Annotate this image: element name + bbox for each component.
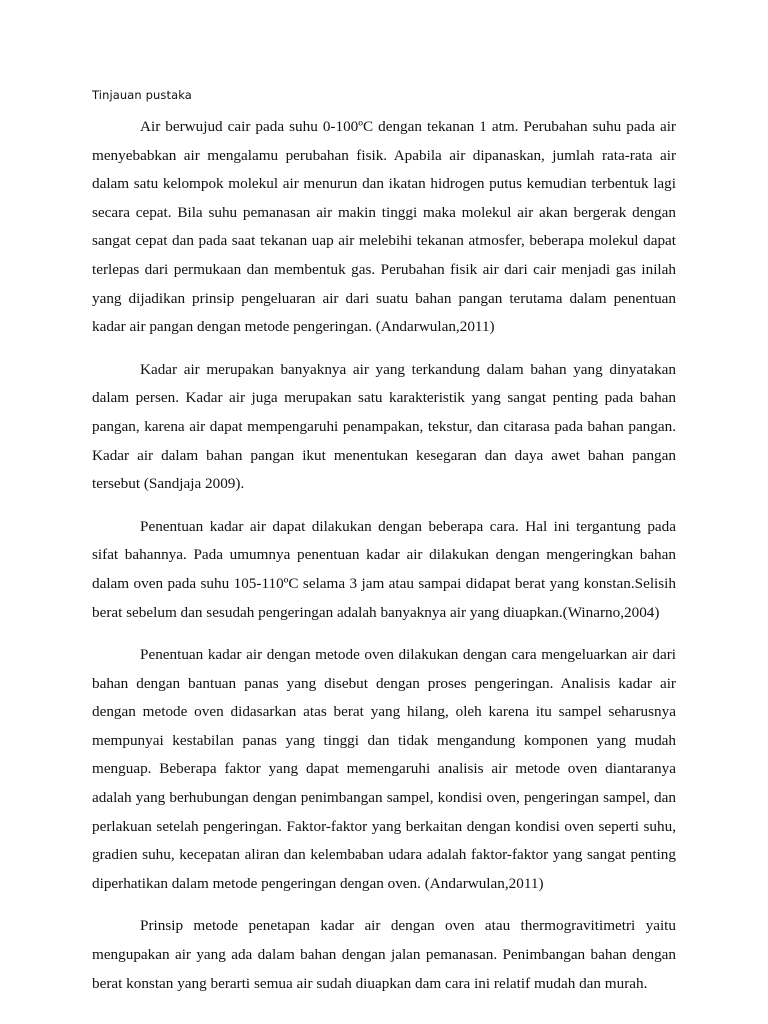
paragraph: Air berwujud cair pada suhu 0-100ºC dengan tekanan 1 atm. Perubahan suhu pada air menyebabkan air mengalamu perubahan fisik. Apabila air dipanaskan, jumlah rata-rata air dalam satu kelompok molekul air menurun dan ikatan hidrogen putus kemudian terbentuk lagi secara cepat. Bila suhu pemanasan air makin tinggi maka molekul air akan bergerak dengan sangat cepat dan pada saat tekanan uap air melebihi tekanan atmosfer, beberapa molekul dapat terlepas dari permukaan dan membentuk gas. Perubahan fisik air dari cair menjadi gas inilah yang dijadikan prinsip pengeluaran air dari suatu bahan pangan terutama dalam penentuan kadar air pangan dengan metode pengeringan. (Andarwulan,2011) <box>92 118 676 336</box>
paragraph: Prinsip metode penetapan kadar air dengan oven atau thermogravitimetri yaitu mengupakan air yang ada dalam bahan dengan jalan pemanasan. Penimbangan bahan dengan berat konstan yang berarti semua air sudah diuapkan dam cara ini relatif mudah dan murah. <box>92 917 676 992</box>
paragraph: Kadar air merupakan banyaknya air yang terkandung dalam bahan yang dinyatakan dalam persen. Kadar air juga merupakan satu karakteristik yang sangat penting pada bahan pangan, karena air dapat mempengaruhi penampakan, tekstur, dan citarasa pada bahan pangan. Kadar air dalam bahan pangan ikut menentukan kesegaran dan daya awet bahan pangan tersebut (Sandjaja 2009). <box>92 360 676 493</box>
paragraph: Penentuan kadar air dengan metode oven dilakukan dengan cara mengeluarkan air dari bahan dengan bantuan panas yang disebut dengan proses pengeringan. Analisis kadar air dengan metode oven didasarkan atas berat yang hilang, oleh karena itu sampel seharusnya mempunyai kestabilan panas yang tinggi dan tidak mengandung komponen yang mudah menguap. Beberapa faktor yang dapat memengaruhi analisis air metode oven diantaranya adalah yang berhubungan dengan penimbangan sampel, kondisi oven, pengeringan sampel, dan perlakuan setelah pengeringan. Faktor-faktor yang berkaitan dengan kondisi oven seperti suhu, gradien suhu, kecepatan aliran dan kelembaban udara adalah faktor-faktor yang sangat penting diperhatikan dalam metode pengeringan dengan oven. (Andarwulan,2011) <box>92 646 676 892</box>
paragraph: Penentuan kadar air dapat dilakukan dengan beberapa cara. Hal ini tergantung pada sifat bahannya. Pada umumnya penentuan kadar air dilakukan dengan mengeringkan bahan dalam oven pada suhu 105-110ºC selama 3 jam atau sampai didapat berat yang konstan.Selisih berat sebelum dan sesudah pengeringan adalah banyaknya air yang diuapkan.(Winarno,2004) <box>92 517 676 621</box>
section-heading: Tinjauan pustaka <box>92 88 192 102</box>
body-text <box>92 113 676 998</box>
